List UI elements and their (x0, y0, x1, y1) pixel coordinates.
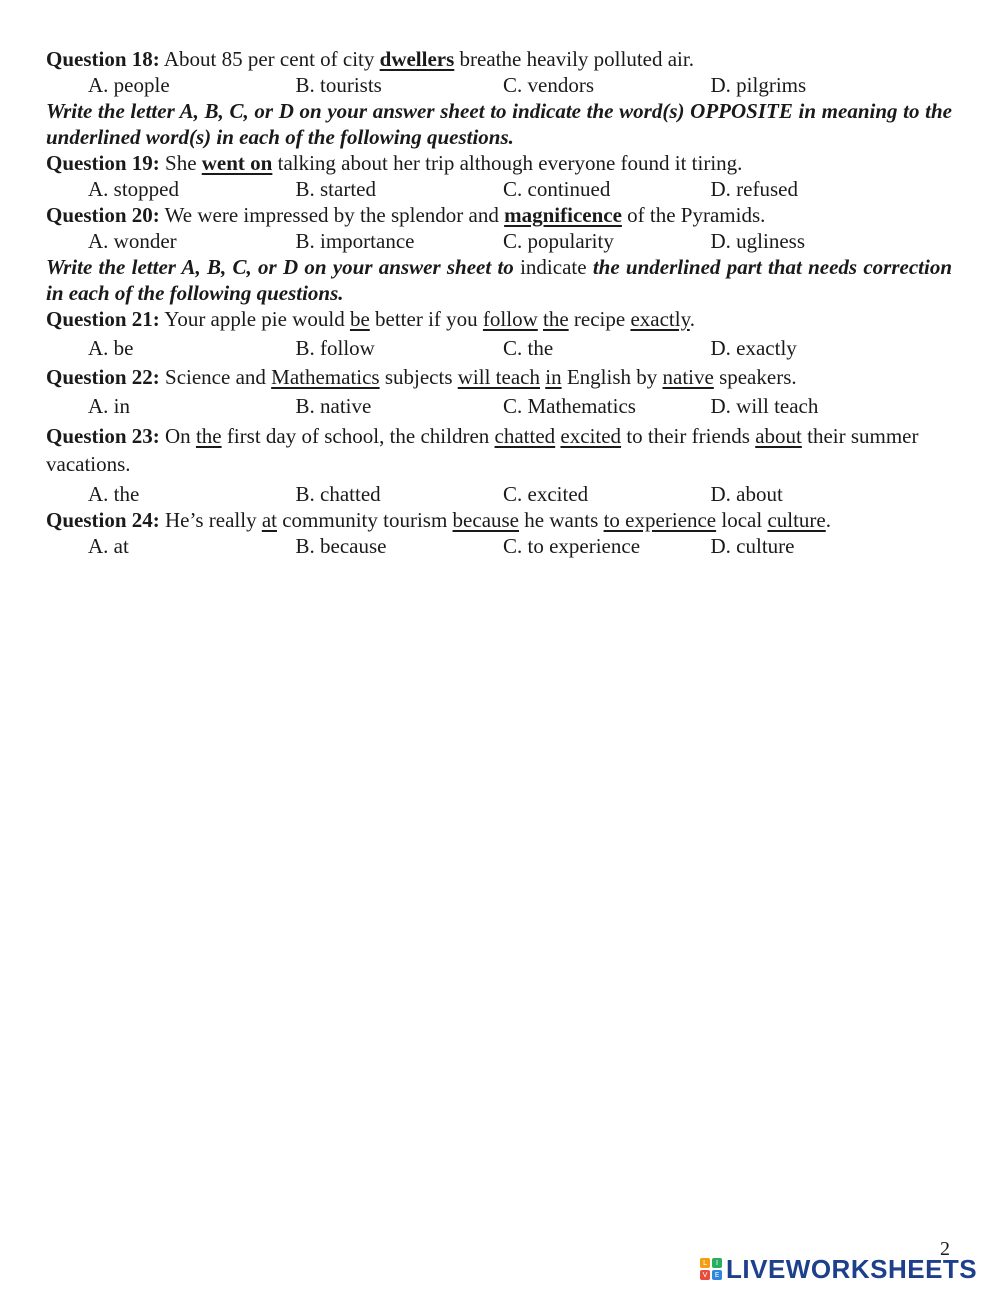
question-text: On (165, 424, 196, 448)
instruction-opposite: Write the letter A, B, C, or D on your answer sheet to indicate the word(s) OPPOSITE in meaning to the underlined word(s) in each of the following questions. (46, 99, 952, 149)
underlined-part-c: the (543, 307, 569, 331)
options-19 (46, 176, 952, 202)
question-text: He’s really (165, 508, 262, 532)
underlined-part-c: to experience (603, 508, 717, 532)
question-24 (46, 507, 952, 533)
underlined-part-c: Mathematics (271, 365, 380, 389)
question-label: Question 21: (46, 307, 160, 331)
logo-tile: L (700, 1258, 710, 1268)
option-a[interactable]: A. people (88, 73, 170, 97)
logo-mark-icon (700, 1258, 722, 1280)
question-text: recipe (568, 307, 631, 331)
instruction-text: the underlined part that needs correction in each of the following questions. (46, 255, 952, 305)
question-text: English by (561, 365, 663, 389)
option-d[interactable]: D. exactly (710, 336, 797, 360)
question-text: local (716, 508, 768, 532)
option-d[interactable]: D. ugliness (710, 229, 805, 253)
options-22 (46, 393, 952, 419)
underlined-part-c: excited (560, 424, 622, 448)
option-a[interactable]: A. be (88, 336, 134, 360)
question-text: first day of school, the children (221, 424, 495, 448)
question-label: Question 23: (46, 424, 160, 448)
underlined-part-b: native (662, 365, 714, 389)
question-label: Question 24: (46, 508, 160, 532)
instruction-text: Write the letter A, B, C, or D on your answer sheet to (46, 255, 521, 279)
worksheet-page (46, 46, 952, 559)
underlined-part-d: culture (767, 508, 826, 532)
option-b[interactable]: B. importance (295, 229, 415, 253)
option-d[interactable]: D. culture (710, 534, 795, 558)
option-a[interactable]: A. stopped (88, 177, 179, 201)
underlined-part-b: because (452, 508, 520, 532)
question-text: Your apple pie would (164, 307, 350, 331)
underlined-part-b: follow (482, 307, 538, 331)
question-text: About 85 per cent of city (163, 47, 380, 71)
underlined-part-b: chatted (494, 424, 556, 448)
question-19 (46, 150, 952, 176)
liveworksheets-logo[interactable] (700, 1255, 977, 1283)
question-text: talking about her trip although everyone found it tiring. (272, 151, 743, 175)
question-label: Question 19: (46, 151, 160, 175)
underlined-part-d: about (755, 424, 802, 448)
question-text: . (689, 307, 695, 331)
question-text: . (825, 508, 831, 532)
option-c[interactable]: C. continued (503, 177, 611, 201)
options-20 (46, 228, 952, 254)
options-23 (46, 481, 952, 507)
question-label: Question 20: (46, 203, 160, 227)
underlined-part-a: in (545, 365, 562, 389)
option-b[interactable]: B. because (295, 534, 387, 558)
instruction-text: indicate (520, 255, 587, 279)
underlined-part-a: at (261, 508, 277, 532)
options-24 (46, 533, 952, 559)
option-d[interactable]: D. pilgrims (710, 73, 807, 97)
question-label: Question 22: (46, 365, 160, 389)
question-text: She (165, 151, 202, 175)
option-d[interactable]: D. will teach (710, 394, 819, 418)
underlined-part-a: the (195, 424, 222, 448)
option-c[interactable]: C. vendors (503, 73, 594, 97)
option-c[interactable]: C. the (503, 336, 554, 360)
question-text: Science and (165, 365, 272, 389)
logo-text: LIVEWORKSHEETS (726, 1253, 978, 1284)
question-23 (46, 422, 952, 478)
option-d[interactable]: D. refused (710, 177, 798, 201)
option-a[interactable]: A. in (88, 394, 130, 418)
option-b[interactable]: B. chatted (295, 482, 381, 506)
underlined-word: magnificence (504, 203, 622, 227)
option-b[interactable]: B. native (295, 394, 372, 418)
option-a[interactable]: A. wonder (88, 229, 177, 253)
question-21 (46, 306, 952, 332)
option-a[interactable]: A. the (88, 482, 140, 506)
question-text: better if you (369, 307, 483, 331)
question-22 (46, 364, 952, 390)
option-c[interactable]: C. excited (503, 482, 589, 506)
logo-tile: I (712, 1258, 722, 1268)
question-text: of the Pyramids. (621, 203, 766, 227)
question-text: their summer vacations. (46, 424, 919, 476)
question-text: community tourism (276, 508, 453, 532)
question-text: speakers. (713, 365, 797, 389)
logo-tile: E (712, 1270, 722, 1280)
underlined-part-d: will teach (457, 365, 540, 389)
page-number: 2 (940, 1238, 950, 1260)
option-d[interactable]: D. about (710, 482, 783, 506)
question-text: breathe heavily polluted air. (454, 47, 694, 71)
underlined-part-d: exactly (630, 307, 690, 331)
underlined-word: dwellers (379, 47, 455, 71)
option-a[interactable]: A. at (88, 534, 129, 558)
options-21 (46, 335, 952, 361)
question-label: Question 18: (46, 47, 160, 71)
question-18 (46, 46, 952, 72)
underlined-part-a: be (349, 307, 370, 331)
option-b[interactable]: B. follow (295, 336, 375, 360)
option-c[interactable]: C. to experience (503, 534, 641, 558)
option-c[interactable]: C. Mathematics (503, 394, 636, 418)
instruction-correction (46, 254, 952, 306)
question-20 (46, 202, 952, 228)
question-text: We were impressed by the splendor and (164, 203, 505, 227)
option-b[interactable]: B. started (295, 177, 376, 201)
option-b[interactable]: B. tourists (295, 73, 382, 97)
question-text: subjects (379, 365, 458, 389)
logo-tile: V (700, 1270, 710, 1280)
question-text: to their friends (621, 424, 756, 448)
question-text: he wants (519, 508, 604, 532)
option-c[interactable]: C. popularity (503, 229, 614, 253)
options-18 (46, 72, 952, 98)
underlined-word: went on (201, 151, 273, 175)
